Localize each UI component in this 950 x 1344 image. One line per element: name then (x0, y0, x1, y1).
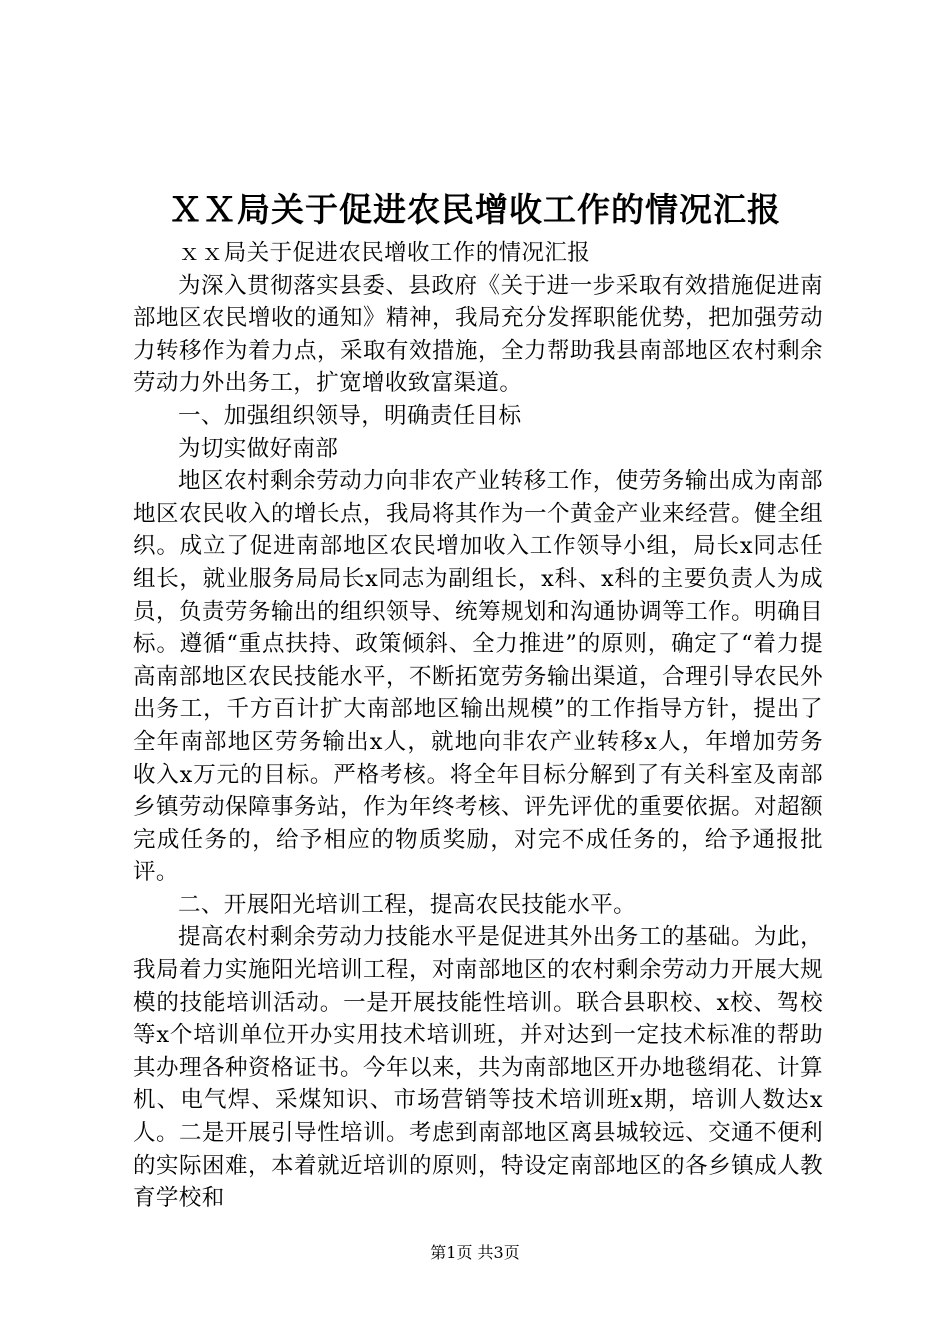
document-body (133, 237, 823, 1215)
page-number-footer: 第1页 共3页 (430, 1243, 520, 1262)
section-heading-1: 一、加强组织领导，明确责任目标 (178, 402, 522, 429)
body-paragraph: 提高农村剩余劳动力技能水平是促进其外出务工的基础。为此，我局着力实施阳光培训工程，对南部地区的农村剩余劳动力开展大规模的技能培训活动。一是开展技能性培训。联合县职校、x校、驾校等x个培训单位开办实用技术培训班，并对达到一定技术标准的帮助其办理各种资格证书。今年以来，共为南部地区开办地毯绢花、计算机、电气焊、采煤知识、市场营销等技术培训班x期，培训人数达x人。二是开展引导性培训。考虑到南部地区离县城较远、交通不便利的实际困难，本着就近培训的原则，特设定南部地区的各乡镇成人教育学校和 (133, 924, 823, 1212)
section-heading-2: 二、开展阳光培训工程，提高农民技能水平。 (178, 891, 637, 918)
body-paragraph-intro: 为深入贯彻落实县委、县政府《关于进一步采取有效措施促进南部地区农民增收的通知》精神，我局充分发挥职能优势，把加强劳动力转移作为着力点，采取有效措施，全力帮助我县南部地区农村剩余劳动力外出务工，扩宽增收致富渠道。 (133, 272, 823, 397)
document-title: ＸＸ局关于促进农民增收工作的情况汇报 (169, 190, 781, 229)
body-paragraph: 地区农村剩余劳动力向非农产业转移工作，使劳务输出成为南部地区农民收入的增长点，我局将其作为一个黄金产业来经营。健全组织。成立了促进南部地区农民增加收入工作领导小组，局长x同志任组长，就业服务局局长x同志为副组长，x科、x科的主要负责人为成员，负责劳务输出的组织领导、统筹规划和沟通协调等工作。明确目标。遵循“重点扶持、政策倾斜、全力推进”的原则，确定了“着力提高南部地区农民技能水平，不断拓宽劳务输出渠道，合理引导农民外出务工，千方百计扩大南部地区输出规模”的工作指导方针，提出了全年南部地区劳务输出x人，就地向非农产业转移x人，年增加劳务收入x万元的目标。严格考核。将全年目标分解到了有关科室及南部乡镇劳动保障事务站，作为年终考核、评先评优的重要依据。对超额完成任务的，给予相应的物质奖励，对完不成任务的，给予通报批评。 (133, 468, 823, 886)
body-paragraph-subtitle: ｘｘ局关于促进农民增收工作的情况汇报 (178, 240, 591, 266)
body-paragraph: 为切实做好南部 (178, 435, 339, 462)
